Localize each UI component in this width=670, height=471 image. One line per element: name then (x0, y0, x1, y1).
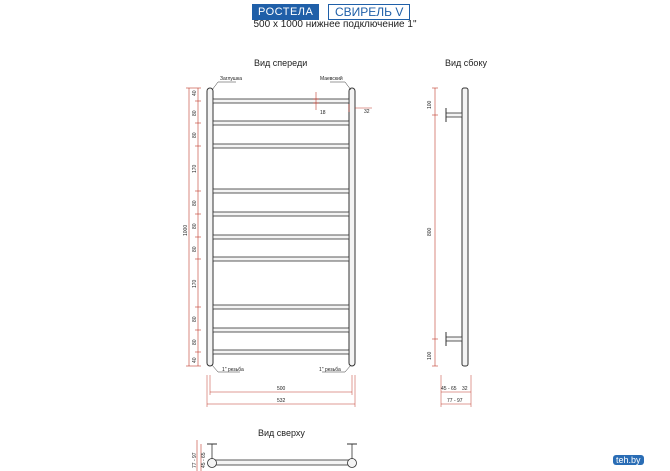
seg-label: 80 (192, 132, 198, 138)
brand-logo: РОСТЕЛА (252, 4, 319, 20)
seg-label: 80 (192, 223, 198, 229)
rung (213, 257, 349, 261)
rung (213, 144, 349, 148)
rung (213, 212, 349, 216)
seg-label: 80 (192, 110, 198, 116)
model-name: СВИРЕЛЬ V (328, 4, 410, 20)
front-view (186, 82, 372, 407)
top-depth-a: 77 - 97 (192, 452, 198, 468)
rung (213, 328, 349, 332)
side-top-offset: 100 (427, 100, 433, 109)
plug-leader (212, 82, 236, 90)
right-rail (349, 88, 355, 366)
mayevsky-label: Маевский (320, 76, 343, 82)
seg-label: 40 (192, 357, 198, 363)
rung-offset-label: 32 (364, 109, 370, 115)
plug-label: Заглушка (220, 76, 243, 82)
top-bracket (446, 113, 462, 117)
side-view (432, 88, 471, 407)
seg-label: 80 (192, 200, 198, 206)
total-height-label: 1000 (183, 224, 189, 236)
seg-label: 80 (192, 339, 198, 345)
seg-label: 170 (192, 279, 198, 288)
mayevsky-leader (330, 82, 351, 90)
thread-right-label: 1" резьба (319, 367, 341, 373)
side-rung-width: 32 (462, 386, 468, 392)
left-rail (207, 88, 213, 366)
outer-width-label: 532 (277, 398, 286, 404)
rung (213, 235, 349, 239)
side-total-depth: 77 - 97 (447, 398, 463, 404)
rung (213, 350, 349, 354)
seg-label: 170 (192, 164, 198, 173)
seg-label: 80 (192, 246, 198, 252)
inner-width-label: 500 (277, 386, 286, 392)
seg-label: 40 (192, 90, 198, 96)
rung-diameter-label: 18 (320, 110, 326, 116)
side-rail (462, 88, 468, 366)
top-view-title: Вид сверху (258, 428, 305, 438)
watermark-logo: teh.by (613, 455, 644, 465)
side-depth-range: 45 - 65 (441, 386, 457, 392)
rung (213, 305, 349, 309)
rung (213, 189, 349, 193)
thread-left-label: 1" резьба (222, 367, 244, 373)
top-view (197, 440, 357, 471)
side-center-distance: 800 (427, 227, 433, 236)
rung (213, 99, 349, 103)
top-view-bar (213, 460, 351, 465)
side-view-title: Вид сбоку (445, 58, 487, 68)
bottom-bracket (446, 337, 462, 341)
product-subtitle: 500 х 1000 нижнее подключение 1" (253, 19, 417, 30)
front-view-title: Вид спереди (254, 58, 308, 68)
side-bottom-offset: 100 (427, 351, 433, 360)
top-depth-b: 45 - 65 (201, 452, 207, 468)
rung (213, 121, 349, 125)
seg-label: 80 (192, 316, 198, 322)
